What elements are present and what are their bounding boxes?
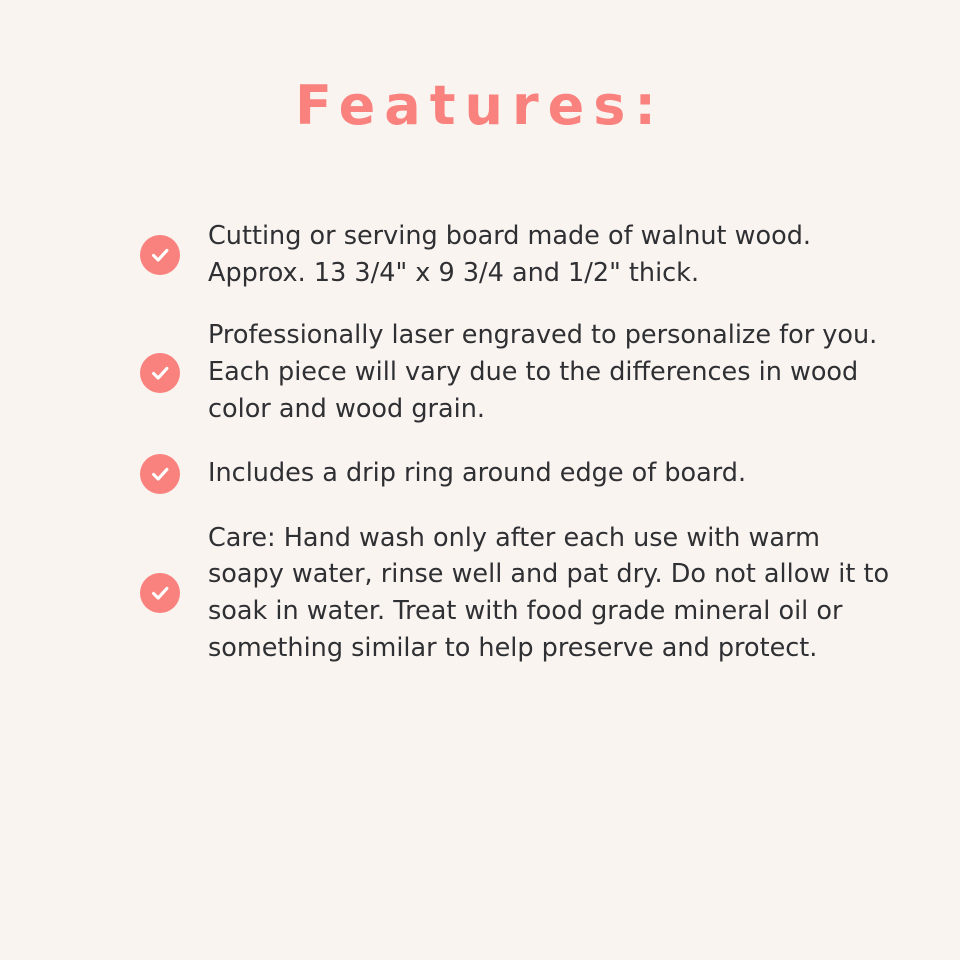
feature-text: Cutting or serving board made of walnut wood. Approx. 13 3/4" x 9 3/4 and 1/2" thick. <box>208 221 811 288</box>
check-circle-icon <box>140 353 180 393</box>
list-item <box>140 520 900 667</box>
page-title: Features: <box>294 74 665 137</box>
feature-text: Care: Hand wash only after each use with warm soapy water, rinse well and pat dry. Do not allow it to soak in water. Treat with food grade mineral oil or something similar to help preserve and protect. <box>208 522 890 663</box>
features-list <box>140 218 900 692</box>
list-item <box>140 218 900 291</box>
feature-text: Includes a drip ring around edge of board. <box>208 458 747 489</box>
feature-text: Professionally laser engraved to personalize for you. Each piece will vary due to the differences in wood color and wood grain. <box>208 320 878 424</box>
list-item <box>140 317 900 427</box>
check-circle-icon <box>140 573 180 613</box>
check-circle-icon <box>140 235 180 275</box>
check-circle-icon <box>140 454 180 494</box>
list-item <box>140 454 900 494</box>
